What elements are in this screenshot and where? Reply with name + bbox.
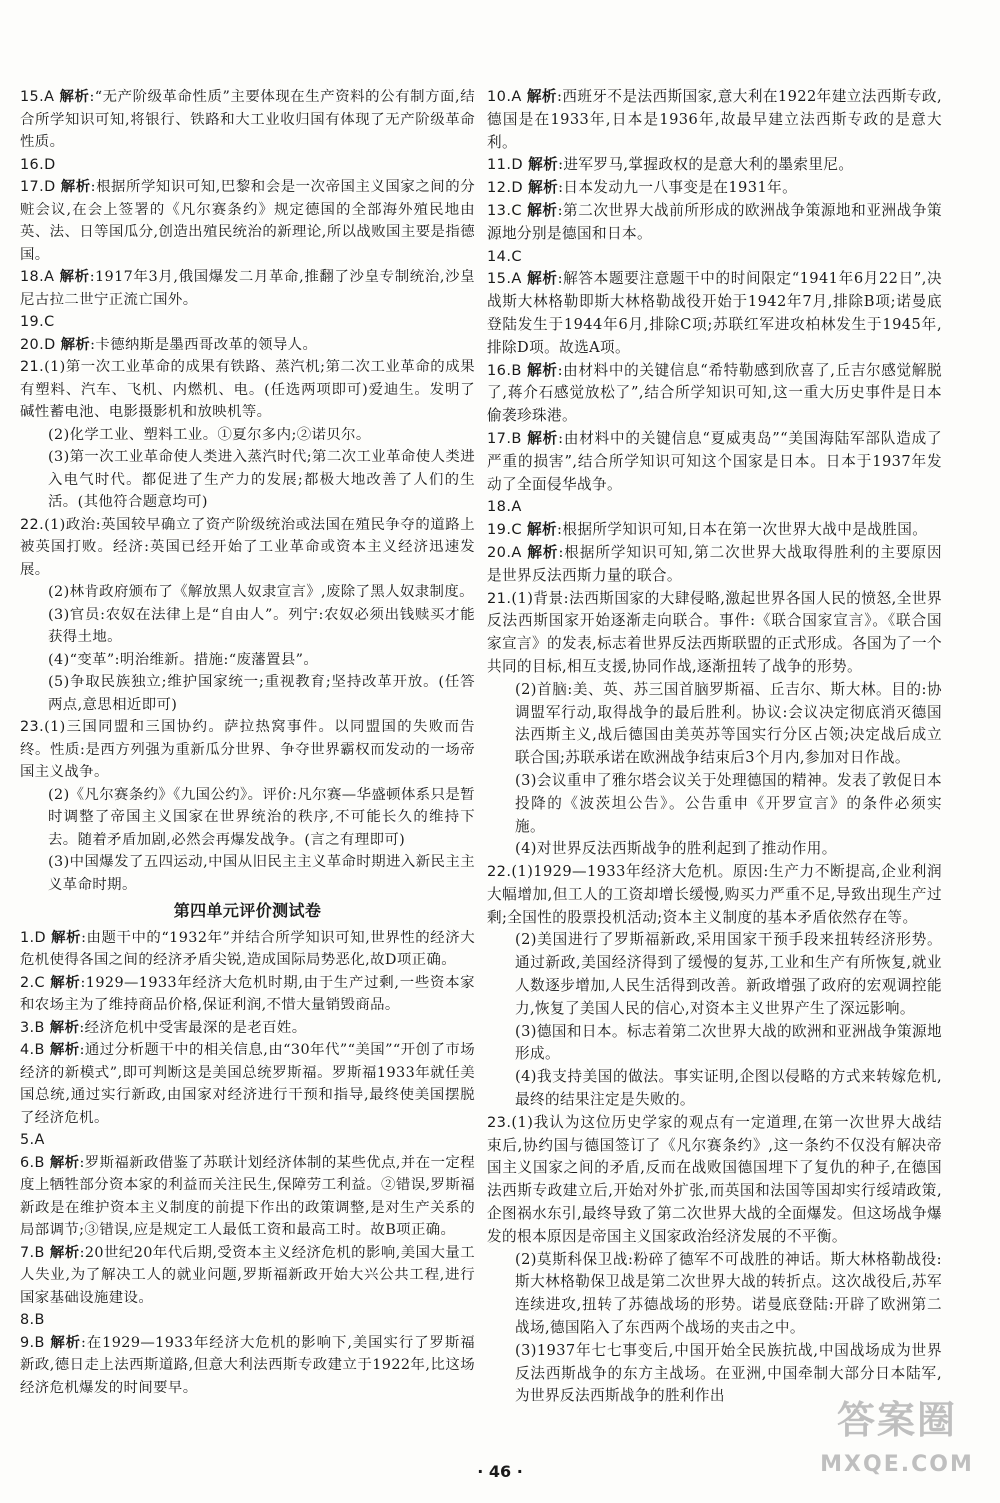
answer-item	[487, 200, 942, 246]
answer-number: 10.A	[487, 88, 522, 105]
section-title: 第四单元评价测试卷	[173, 901, 322, 920]
sub-answer: (3)会议重申了雅尔塔会议关于处理德国的精神。发表了敦促日本投降的《波茨坦公告》。公告重申《开罗宣言》的条件必须实施。	[515, 771, 942, 835]
answer-number: 22.	[20, 516, 45, 533]
sub-answer: (2)林肯政府颁布了《解放黑人奴隶宣言》,废除了黑人奴隶制度。	[48, 584, 474, 600]
answer-item	[487, 428, 942, 496]
answer-text: :1929—1933年经济大危机时期,由于生产过剩,一些资本家和农场主为了维持商品价格,保证利润,不惜大量销毁商品。	[20, 974, 475, 1013]
answer-number: 18.A	[20, 269, 55, 285]
sub-answer: (4)“变革”:明治维新。措施:“废藩置县”。	[48, 651, 319, 668]
answer-number: 19.C	[20, 314, 55, 330]
answer-text: :由材料中的关键信息“夏威夷岛”“美国海陆军部队造成了严重的损害”,结合所学知识可知这个国家是日本。日本于1937年发动了全面侵华战争。	[487, 429, 942, 493]
answer-item	[20, 154, 475, 177]
analysis-label: 解析	[49, 1154, 80, 1171]
sub-answer: (2)《凡尔赛条约》《九国公约》。评价:凡尔赛—华盛顿体系只是暂时调整了帝国主义国家在世界统治的秩序,不可能长久的维持下去。随着矛盾加剧,必然会再爆发战争。(言之有理即可)	[48, 786, 475, 848]
answer-text: :根据所学知识可知,日本在第一次世界大战中是战胜国。	[557, 521, 928, 539]
watermark-logo	[806, 1392, 988, 1496]
answer-item	[487, 496, 942, 519]
answer-text: (1)三国同盟和三国协约。萨拉热窝事件。以同盟国的失败而告终。性质:是西方列强为重新瓜分世界、争夺世界霸权而发动的一场帝国主义战争。	[20, 719, 475, 780]
answer-item	[20, 176, 475, 266]
answer-item	[487, 268, 942, 359]
analysis-label: 解析	[527, 543, 559, 561]
answer-item	[487, 246, 942, 269]
answer-item	[20, 311, 475, 334]
answer-item	[20, 1309, 475, 1332]
answer-item	[487, 588, 942, 679]
answer-number: 21.	[20, 359, 45, 375]
analysis-label: 解析	[528, 156, 559, 174]
answer-item	[487, 154, 942, 177]
answer-number: 3.B	[20, 1019, 45, 1036]
answer-number: 1.D	[20, 929, 47, 946]
sub-answer: (4)我支持美国的做法。事实证明,企图以侵略的方式来转嫁危机,最终的结果注定是失败的。	[515, 1068, 942, 1109]
sub-answer: (2)美国进行了罗斯福新政,采用国家干预手段来扭转经济形势。通过新政,美国经济得到了缓慢的复苏,工业和生产有所恢复,就业人数逐步增加,人民生活得到改善。新政增强了政府的宏观调控能力,恢复了美国人民的信心,对资本主义世界产生了深远影响。	[515, 931, 942, 1017]
answer-text: :在1929—1933年经济大危机的影响下,美国实行了罗斯福新政,德日走上法西斯道路,但意大利法西斯专政建立于1922年,比这场经济危机爆发的时间要早。	[20, 1334, 475, 1396]
answer-number: 8.B	[20, 1312, 45, 1328]
analysis-label: 解析	[528, 179, 559, 197]
answer-text: (1)背景:法西斯国家的大肆侵略,激起世界各国人民的愤怒,全世界反法西斯国家开始逐渐走向联合。事件:《联合国家宣言》。《联合国家宣言》的发表,标志着世界反法西斯联盟的正式形成。各国为了一个共同的目标,相互支援,协同作战,逐渐扭转了战争的形势。	[487, 589, 942, 675]
answer-text: :经济危机中受害最深的是老百姓。	[79, 1019, 307, 1036]
answer-item	[487, 861, 942, 929]
answer-number: 20.D	[20, 336, 56, 353]
answer-item	[20, 1039, 475, 1129]
answer-item	[487, 177, 942, 200]
answer-item	[20, 356, 475, 424]
answer-text: :日本发动九一八事变是在1931年。	[558, 179, 798, 197]
answer-item	[20, 1152, 475, 1242]
analysis-label: 解析	[527, 201, 558, 219]
sub-answer: (5)争取民族独立;维护国家统一;重视教育;坚持改革开放。(任答两点,意思相近即可)	[48, 674, 475, 713]
answer-number: 14.C	[487, 247, 522, 265]
answer-text: (1)1929—1933年经济大危机。原因:生产力不断提高,企业利润大幅增加,但工人的工资却增长缓慢,购买力严重不足,导致出现生产过剩;全国性的股票投机活动;资本主义制度的基本矛盾依然存在等。	[487, 863, 942, 926]
analysis-label: 解析	[527, 361, 558, 379]
answer-number: 15.A	[487, 270, 522, 288]
answer-text: (1)我认为这位历史学家的观点有一定道理,在第一次世界大战结束后,协约国与德国签订了《凡尔赛条约》,这一条约不仅没有解决帝国主义国家之间的矛盾,反而在战败国德国埋下了复仇的种子,在德国法西斯专政建立后,开始对外扩张,而英国和法国等国却实行绥靖政策,企图祸水东引,最终导致了第二次世界大战的全面爆发。但这场战争爆发的根本原因是帝国主义国家政治经济发展的不平衡。	[487, 1113, 942, 1245]
answer-number: 18.A	[487, 498, 522, 516]
answer-number: 2.C	[20, 974, 45, 991]
answer-item	[20, 716, 475, 784]
answer-text: :“无产阶级革命性质”主要体现在生产资料的公有制方面,结合所学知识可知,将银行、铁路和大工业收归国有体现了无产阶级革命性质。	[20, 89, 475, 150]
answer-number: 22.	[487, 863, 512, 881]
answer-item	[487, 519, 942, 542]
analysis-label: 解析	[50, 1334, 82, 1351]
answer-number: 6.B	[20, 1154, 45, 1171]
answer-item	[487, 542, 942, 588]
answer-text: :进军罗马,掌握政权的是意大利的墨索里尼。	[558, 156, 854, 174]
answer-item	[20, 334, 475, 357]
answer-number: 12.D	[487, 179, 524, 197]
answer-item	[20, 972, 475, 1017]
analysis-label: 解析	[59, 269, 90, 285]
answer-item	[20, 1332, 475, 1400]
answer-text: :由题干中的“1932年”并结合所学知识可知,世界性的经济大危机使得各国之间的经济矛盾尖锐,造成国际局势恶化,故D项正确。	[20, 929, 475, 968]
answer-number: 17.D	[20, 179, 56, 195]
analysis-label: 解析	[49, 1019, 80, 1036]
answer-number: 15.A	[20, 89, 55, 105]
answer-item	[487, 86, 942, 154]
answer-item	[20, 266, 475, 311]
answer-number: 21.	[487, 589, 512, 607]
page-number: · 46 ·	[477, 1462, 523, 1481]
right-column	[487, 86, 942, 1408]
answer-item	[487, 360, 942, 428]
answer-item	[20, 1017, 475, 1040]
answer-text: (1)政治:英国较早确立了资产阶级统治或法国在殖民争夺的道路上被英国打败。经济:英国已经开始了工业革命或资本主义经济迅速发展。	[20, 516, 475, 578]
answer-number: 16.B	[487, 361, 522, 379]
sub-answer: (3)第一次工业革命使人类进入蒸汽时代;第二次工业革命使人类进入电气时代。都促进了生产力的发展;都极大地改善了人们的生活。(其他符合题意均可)	[48, 449, 475, 510]
analysis-label: 解析	[51, 929, 82, 946]
answer-text: :解答本题要注意题干中的时间限定“1941年6月22日”,决战斯大林格勒即斯大林格勒战役开始于1942年7月,排除B项;诺曼底登陆发生于1944年6月,排除C项;苏联红军进攻柏林发生于1945年,排除D项。故选A项。	[487, 270, 942, 356]
answer-item	[20, 86, 475, 154]
answer-text: :根据所学知识可知,巴黎和会是一次帝国主义国家之间的分赃会议,在会上签署的《凡尔赛条约》规定德国的全部海外殖民地由英、法、日等国瓜分,创造出殖民统治的新理论,所以战败国主要是指德国。	[20, 179, 475, 263]
answer-text: (1)第一次工业革命的成果有铁路、蒸汽机;第二次工业革命的成果有塑料、汽车、飞机、内燃机、电。(任选两项即可)爱迪生。发明了碱性蓄电池、电影摄影机和放映机等。	[20, 359, 475, 420]
sub-answer: (3)中国爆发了五四运动,中国从旧民主主义革命时期进入新民主主义革命时期。	[48, 854, 475, 893]
answer-number: 13.C	[487, 201, 522, 219]
analysis-label: 解析	[50, 974, 81, 991]
answer-number: 19.C	[487, 521, 522, 539]
left-column	[20, 86, 475, 1399]
answer-number: 5.A	[20, 1132, 45, 1148]
sub-answer: (4)对世界反法西斯战争的胜利起到了推动作用。	[515, 840, 837, 858]
answer-item	[487, 1112, 942, 1249]
answer-number: 16.D	[20, 156, 56, 173]
answer-number: 17.B	[487, 429, 522, 447]
answer-text: :20世纪20年代后期,受资本主义经济危机的影响,美国大量工人失业,为了解决工人的就业问题,罗斯福新政开始大兴公共工程,进行国家基础设施建设。	[20, 1244, 475, 1306]
analysis-label: 解析	[526, 88, 557, 105]
sub-answer: (3)1937年七七事变后,中国开始全民族抗战,中国战场成为世界反法西斯战争的东方主战场。在亚洲,中国牵制大部分日本陆军,为世界反法西斯战争的胜利作出	[515, 1341, 942, 1405]
answer-number: 20.A	[487, 543, 522, 561]
answer-text: :1917年3月,俄国爆发二月革命,推翻了沙皇专制统治,沙皇尼古拉二世宁正流亡国外。	[20, 269, 475, 308]
sub-answer: (2)化学工业、塑料工业。①夏尔多内;②诺贝尔。	[48, 426, 371, 443]
answer-text: :第二次世界大战前所形成的欧洲战争策源地和亚洲战争策源地分别是德国和日本。	[487, 201, 942, 242]
analysis-label: 解析	[49, 1244, 80, 1261]
analysis-label: 解析	[60, 179, 91, 195]
answer-text: :通过分析题干中的相关信息,由“30年代”“美国”“开创了市场经济的新模式”,即可判断这是美国总统罗斯福。罗斯福1933年就任美国总统,通过实行新政,由国家对经济进行干预和指导,最终使美国摆脱了经济危机。	[20, 1042, 475, 1126]
sub-answer: (3)德国和日本。标志着第二次世界大战的欧洲和亚洲战争策源地形成。	[515, 1022, 942, 1063]
answer-text: :西班牙不是法西斯国家,意大利在1922年建立法西斯专政,德国是在1933年,日本是1936年,故最早建立法西斯专政的是意大利。	[487, 88, 943, 151]
watermark-url: MXQE.COM	[820, 1452, 974, 1477]
sub-answer: (2)莫斯科保卫战:粉碎了德军不可战胜的神话。斯大林格勒战役:斯大林格勒保卫战是第二次世界大战的转折点。这次战役后,苏军连续进攻,扭转了苏德战场的形势。诺曼底登陆:开辟了欧洲第二战场,德国陷入了东西两个战场的夹击之中。	[515, 1250, 942, 1337]
analysis-label: 解析	[527, 270, 558, 288]
answer-number: 4.B	[20, 1042, 45, 1058]
answer-number: 11.D	[487, 156, 524, 174]
watermark-text: 答案圈	[836, 1398, 957, 1442]
analysis-label: 解析	[527, 429, 559, 447]
answer-item	[20, 927, 475, 972]
answer-number: 23.	[487, 1113, 512, 1131]
analysis-label: 解析	[59, 89, 90, 105]
answer-text: :卡德纳斯是墨西哥改革的领导人。	[90, 336, 318, 353]
sub-answer: (2)首脑:美、英、苏三国首脑罗斯福、丘吉尔、斯大林。目的:协调盟军行动,取得战争的最后胜利。协议:会议决定彻底消灭德国法西斯主义,战后德国由美英苏等国实行分区占领;决定战后成立联合国;苏联承诺在欧洲战争结束后3个月内,参加对日作战。	[515, 680, 942, 767]
analysis-label: 解析	[49, 1042, 80, 1058]
answer-text: :根据所学知识可知,第二次世界大战取得胜利的主要原因是世界反法西斯力量的联合。	[487, 543, 942, 584]
sub-answer: (3)官员:农奴在法律上是“自由人”。列宁:农奴必须出钱赎买才能获得土地。	[48, 606, 475, 645]
analysis-label: 解析	[60, 336, 91, 353]
answer-number: 7.B	[20, 1244, 45, 1261]
answer-text: :罗斯福新政借鉴了苏联计划经济体制的某些优点,并在一定程度上牺牲部分资本家的利益而关注民生,保障劳工利益。②错误,罗斯福新政是在维护资本主义制度的前提下作出的政策调整,是对生产关系的局部调节;③错误,应是规定工人最低工资和最高工时。故B项正确。	[20, 1154, 475, 1238]
answer-item	[20, 1129, 475, 1152]
answer-number: 9.B	[20, 1334, 45, 1351]
analysis-label: 解析	[527, 521, 558, 539]
answer-text: :由材料中的关键信息“希特勒感到欣喜了,丘吉尔感觉解脱了,蒋介石感觉放松了”,结合所学知识可知,这一重大历史事件是日本偷袭珍珠港。	[487, 361, 942, 425]
answer-item	[20, 1242, 475, 1310]
answer-number: 23.	[20, 719, 45, 735]
answer-item	[20, 514, 475, 582]
